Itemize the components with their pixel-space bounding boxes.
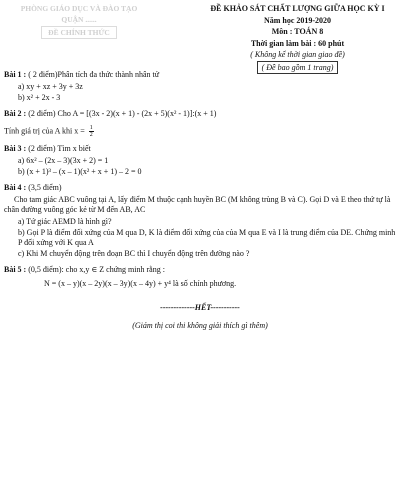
question-1-b: b) x² + 2x - 3	[18, 93, 61, 102]
question-5-text: (0,5 điểm): cho x,y ∈ Z chứng minh rằng :	[28, 265, 165, 274]
question-1-text: ( 2 điểm)Phân tích đa thức thành nhân tử	[28, 70, 160, 79]
department-name: PHÒNG GIÁO DỤC VÀ ĐÀO TẠO	[20, 4, 138, 13]
question-4-text: (3,5 điểm)	[28, 183, 62, 192]
question-4	[4, 183, 396, 193]
question-3-a: a) 6x² – (2x – 3)(3x + 2) = 1	[18, 156, 109, 165]
end-marker: -------------HẾT-----------	[160, 303, 240, 312]
exam-content	[4, 70, 396, 331]
subject: Môn : TOÁN 8	[271, 27, 324, 36]
question-4-paragraph: Cho tam giác ABC vuông tại A, lấy điểm M thuộc cạnh huyền BC (M không trùng B và C). Gọi D và E theo thứ tự là chân đường vuông góc kẻ từ M đến AB, AC	[4, 195, 391, 214]
exam-title: ĐỀ KHẢO SÁT CHẤT LƯỢNG GIỮA HỌC KỲ I	[210, 4, 385, 13]
question-3	[4, 144, 396, 154]
question-4-items	[18, 217, 396, 259]
question-3-label: Bài 3 :	[4, 144, 27, 153]
question-2	[4, 109, 396, 119]
question-4-c: c) Khi M chuyển động trên đoạn BC thì I chuyển động trên đường nào ?	[18, 249, 250, 258]
question-3-b: b) (x + 1)³ – (x – 1)(x² + x + 1) – 2 = 0	[18, 167, 142, 176]
fraction	[89, 125, 94, 138]
question-2-label: Bài 2 :	[4, 109, 27, 118]
proctor-note: (Giám thị coi thi không giải thích gì thêm)	[132, 321, 268, 330]
question-3-items	[18, 156, 396, 177]
question-4-b: b) Gọi P là điểm đối xứng của M qua D, K là điểm đối xứng của của M qua E và I là trung điểm của DE. Chứng minh P đối xứng với K qua A	[18, 228, 396, 247]
question-1-items	[18, 82, 396, 103]
question-5	[4, 265, 396, 275]
question-5-formula: N = (x – y)(x – 2y)(x – 3y)(x – 4y) + y⁴ là số chính phương.	[44, 279, 237, 288]
header-left	[4, 3, 154, 39]
school-year: Năm học 2019-2020	[263, 15, 332, 25]
question-5-label: Bài 5 :	[4, 265, 27, 274]
question-3-text: (2 điểm) Tìm x biết	[28, 144, 91, 153]
question-2-prompt: Tính giá trị của A khi x =	[4, 126, 85, 136]
question-4-label: Bài 4 :	[4, 183, 27, 192]
official-box: ĐỀ CHÍNH THỨC	[41, 26, 117, 39]
header-right	[195, 3, 400, 74]
question-4-a: a) Tứ giác AEMD là hình gì?	[18, 217, 112, 226]
question-1-label: Bài 1 :	[4, 70, 27, 79]
question-2-text: (2 điểm) Cho A = [(3x - 2)(x + 1) - (2x + 5)(x² - 1)]:(x + 1)	[28, 109, 217, 118]
question-1	[4, 70, 396, 80]
fraction-numerator: 1	[89, 125, 93, 131]
question-1-a: a) xy + xz + 3y + 3z	[18, 82, 83, 91]
fraction-denominator: 2	[89, 132, 93, 138]
exam-time: Thời gian làm bài : 60 phút	[250, 38, 345, 48]
district-name: QUẬN ......	[61, 15, 97, 24]
page-count: ( Đề bao gồm 1 trang)	[257, 61, 339, 75]
time-note: ( Không kể thời gian giao đề)	[250, 50, 345, 59]
question-2-line2	[4, 125, 396, 138]
